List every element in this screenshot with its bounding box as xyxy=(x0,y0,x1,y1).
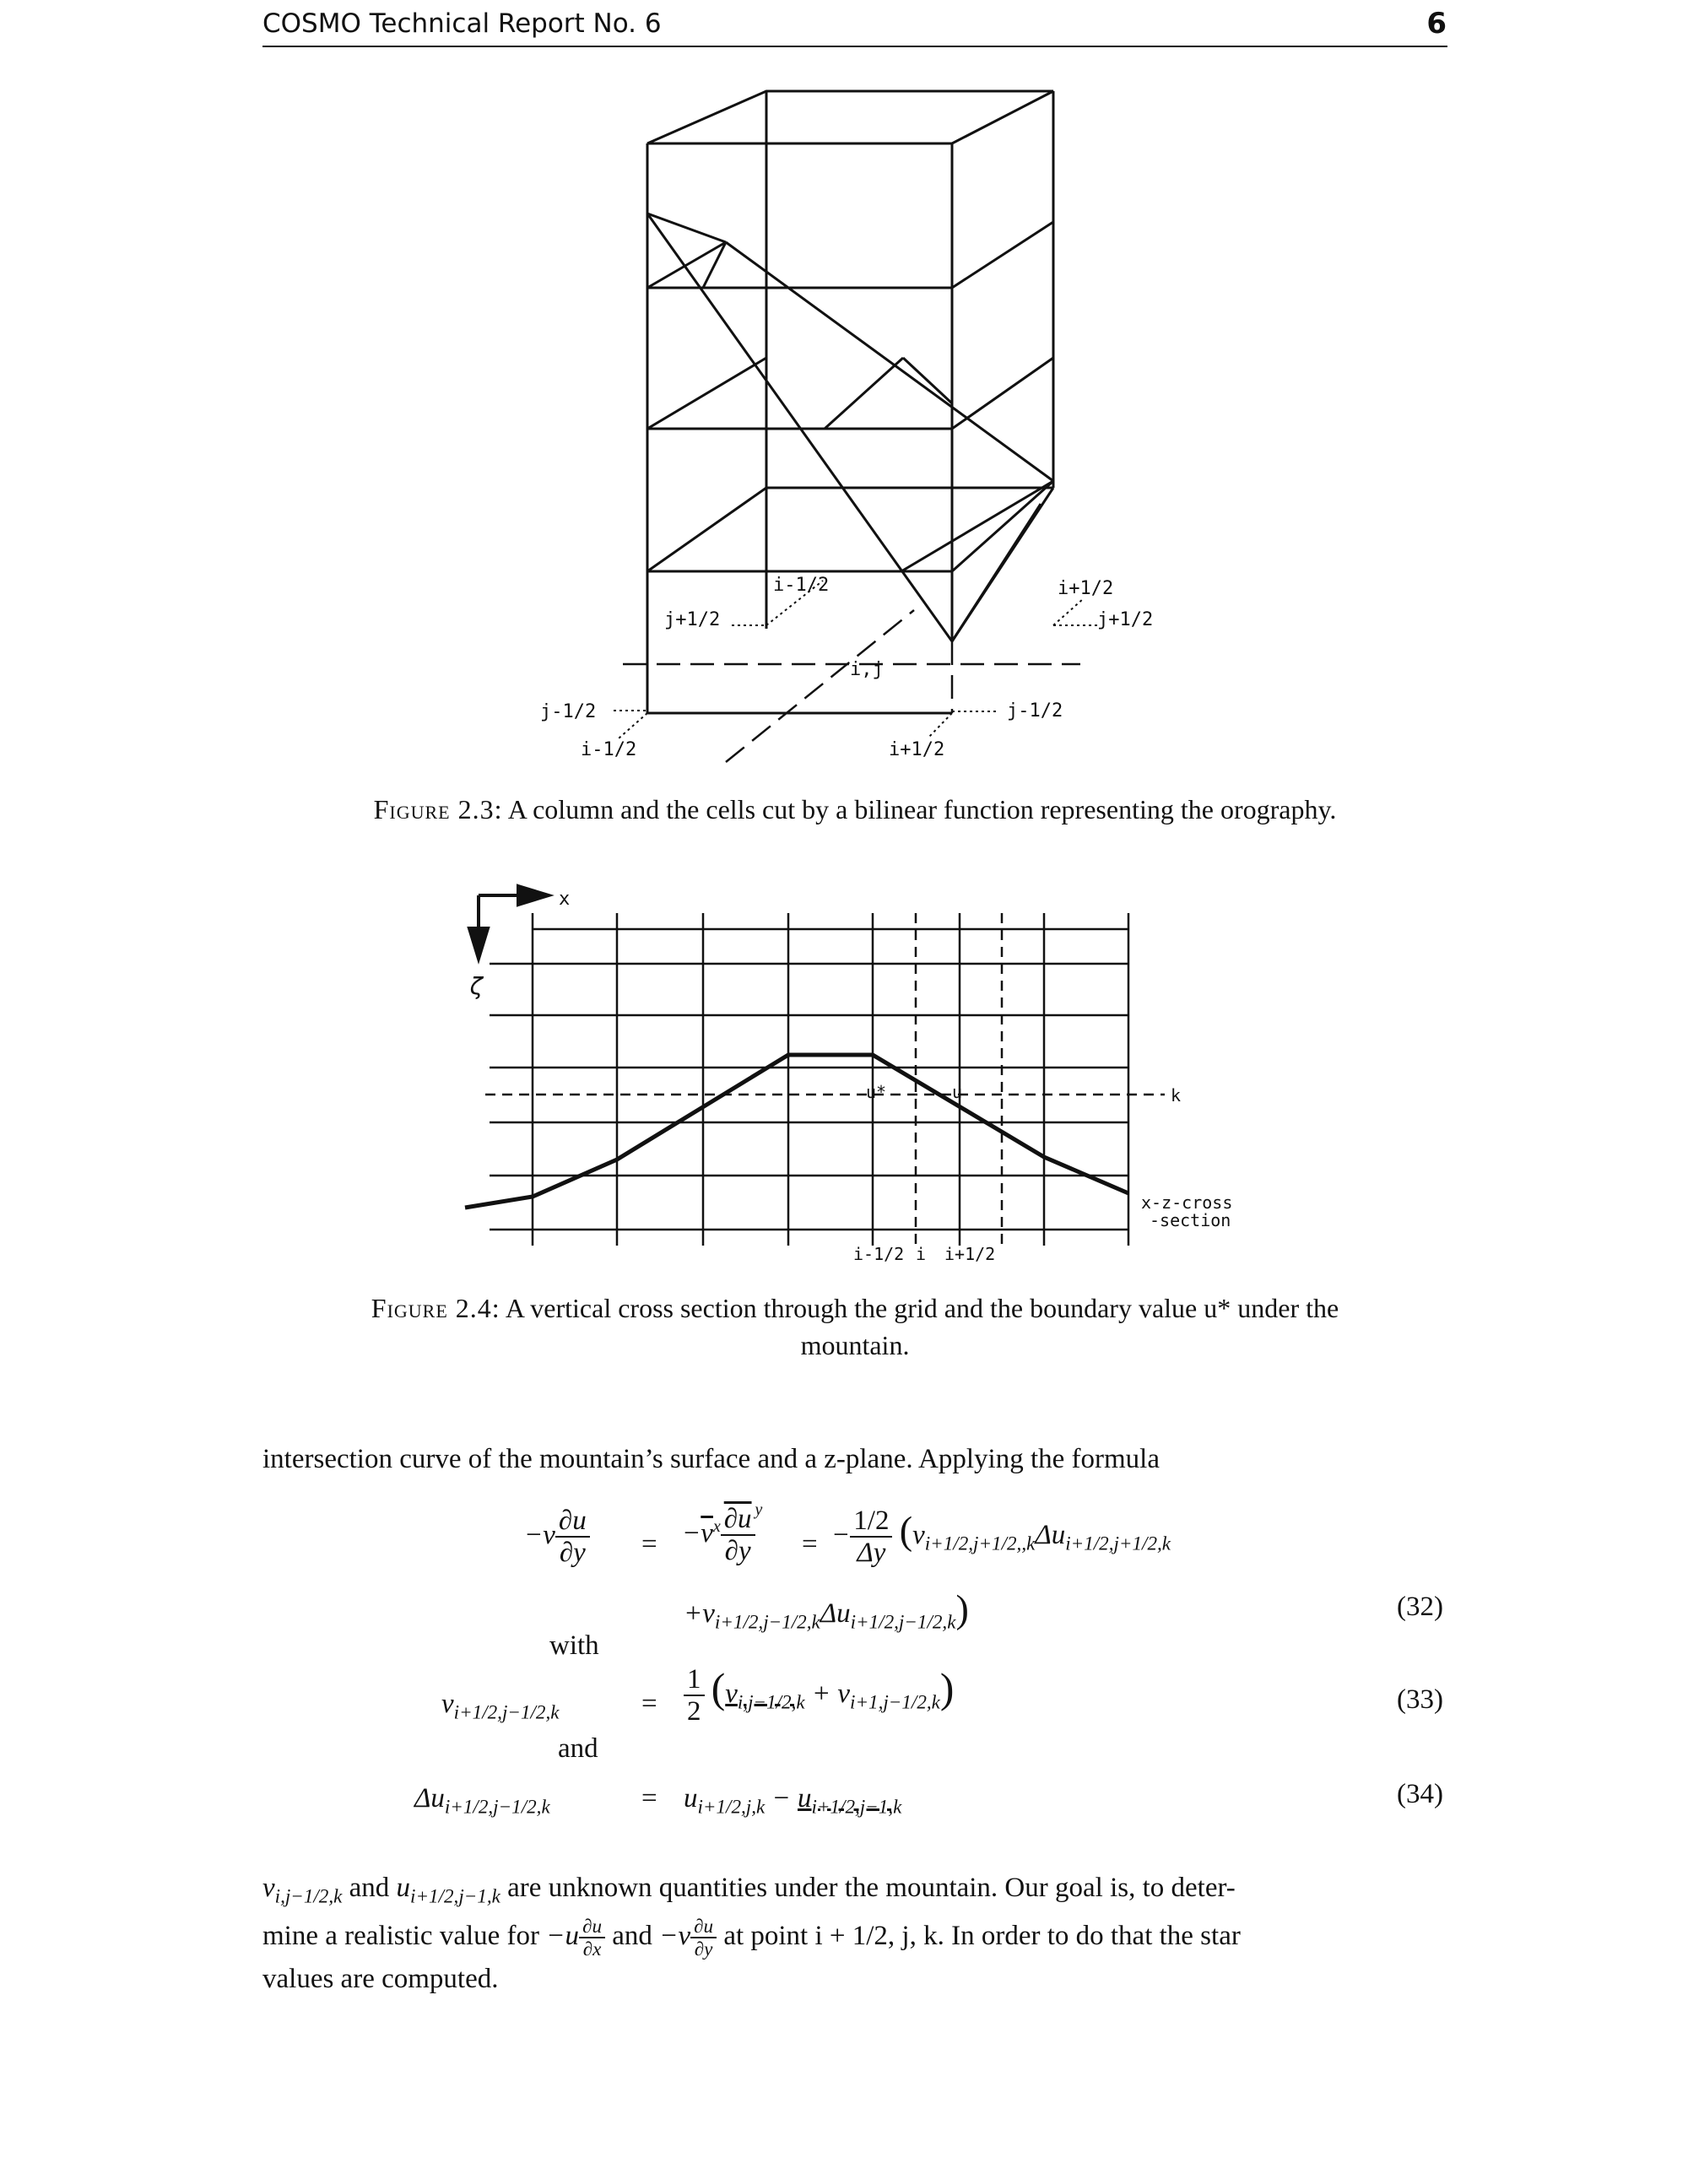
label-i-plus-half-top: i+1/2 xyxy=(1058,578,1114,599)
label-j-plus-half-right: j+1/2 xyxy=(1097,609,1154,630)
figure-2-3 xyxy=(506,80,1182,781)
eq34-rhs: $u_{i+1/2,j,k} - u_{i+1/2,j-1,k}$ xyxy=(684,1783,902,1818)
closing-line-2b: and xyxy=(612,1920,652,1951)
with-word: with xyxy=(549,1630,599,1661)
label-section-2: -section xyxy=(1150,1210,1231,1230)
label-i: i xyxy=(916,1244,927,1264)
label-i-minus-half-bottom: i-1/2 xyxy=(581,739,637,760)
figure-2-4 xyxy=(456,878,1266,1283)
label-i-plus-half: i+1/2 xyxy=(944,1244,996,1264)
eq33-equals: = xyxy=(641,1689,657,1719)
closing-line-2a: mine a realistic value for xyxy=(262,1920,540,1951)
figure-2-3-caption-text: A column and the cells cut by a bilinear function representing the orography. xyxy=(507,794,1337,824)
label-u-star: u* xyxy=(866,1082,887,1102)
intro-paragraph: intersection curve of the mountain’s surface and a z-plane. Applying the formula xyxy=(262,1444,1160,1474)
closing-line-3: values are computed. xyxy=(262,1964,499,1995)
eq32-rhs: − $\frac{1/2}{\Delta y}$ ($v_{i+1/2,j+1/2,,k}\Delta u_{i+1/2,j+1/2,k}$ xyxy=(831,1506,1171,1569)
eq33-number: (33) xyxy=(1397,1684,1443,1715)
closing-paragraph: $v_{i,j-1/2,k}$ and $u_{i+1/2,j-1,k}$ are unknown quantities under the mountain. Our goal is, to deter- mine a realistic value for −u $\frac{\partial u}{\partial x}$ and −v $\frac{\partial u}{\partial y}$ at point i + 1/2, j, k. In order to do that the star values are computed. xyxy=(262,1873,1241,1995)
figure-2-3-caption xyxy=(262,791,1447,828)
label-u: u xyxy=(952,1082,963,1102)
figure-2-4-caption-label: Figure 2.4: xyxy=(371,1293,500,1323)
figure-2-4-caption xyxy=(262,1289,1447,1364)
label-i-minus-half-top: i-1/2 xyxy=(773,575,830,596)
report-title: COSMO Technical Report No. 6 xyxy=(262,8,662,39)
label-k: k xyxy=(1171,1085,1182,1106)
closing-line-2c: at point i + 1/2, j, k. In order to do that the star xyxy=(723,1920,1241,1951)
eq32-number: (32) xyxy=(1397,1592,1443,1622)
and-word: and xyxy=(558,1733,598,1764)
closing-line-1: are unknown quantities under the mountain. Our goal is, to deter- xyxy=(507,1873,1236,1903)
figure-2-4-caption-text-1: A vertical cross section through the grid and the boundary value u* under the xyxy=(505,1293,1339,1323)
x-axis-label: x xyxy=(559,889,571,910)
label-j-minus-half-left: j-1/2 xyxy=(540,701,597,722)
eq34-equals: = xyxy=(641,1783,657,1814)
figure-2-3-caption-label: Figure 2.3: xyxy=(373,794,503,824)
label-i-plus-half-bottom: i+1/2 xyxy=(889,739,945,760)
eq34-lhs: $\Delta u_{i+1/2,j-1/2,k}$ xyxy=(414,1783,550,1818)
label-i-minus-half: i-1/2 xyxy=(853,1244,905,1264)
eq34-number: (34) xyxy=(1397,1779,1443,1809)
figure-2-4-caption-text-2: mountain. xyxy=(800,1330,910,1360)
label-center: i,j xyxy=(850,659,884,680)
eq33-rhs: $\frac{1}{2}$ $(v_{i,j-1/2,k} + v_{i+1,j-1/2,k})$ xyxy=(684,1664,954,1727)
eq33-lhs: $v_{i+1/2,j-1/2,k}$ xyxy=(441,1689,560,1723)
eq32-lhs: −v $\frac{\partial u}{\partial y}$ xyxy=(524,1506,590,1569)
label-section-1: x-z-cross xyxy=(1141,1192,1233,1213)
eq32-rhs-cont: $+v_{i+1/2,j-1/2,k}\Delta u_{i+1/2,j-1/2,k}$) xyxy=(684,1587,969,1633)
eq32-equals-1: = xyxy=(641,1529,657,1560)
mountain-profile xyxy=(465,1055,1128,1208)
page-number: 6 xyxy=(1426,7,1447,41)
eq32-equals-2: = xyxy=(802,1529,818,1560)
label-j-minus-half-right: j-1/2 xyxy=(1007,700,1063,722)
label-j-plus-half-left: j+1/2 xyxy=(664,609,721,630)
z-axis-label: ζ xyxy=(469,972,484,1000)
column-top-face xyxy=(647,91,1053,143)
eq32-mid: $-\overline{v}^x$ $\frac{\partial u}{\partial y}$ $^y$ xyxy=(682,1500,763,1567)
header-rule xyxy=(262,46,1447,47)
